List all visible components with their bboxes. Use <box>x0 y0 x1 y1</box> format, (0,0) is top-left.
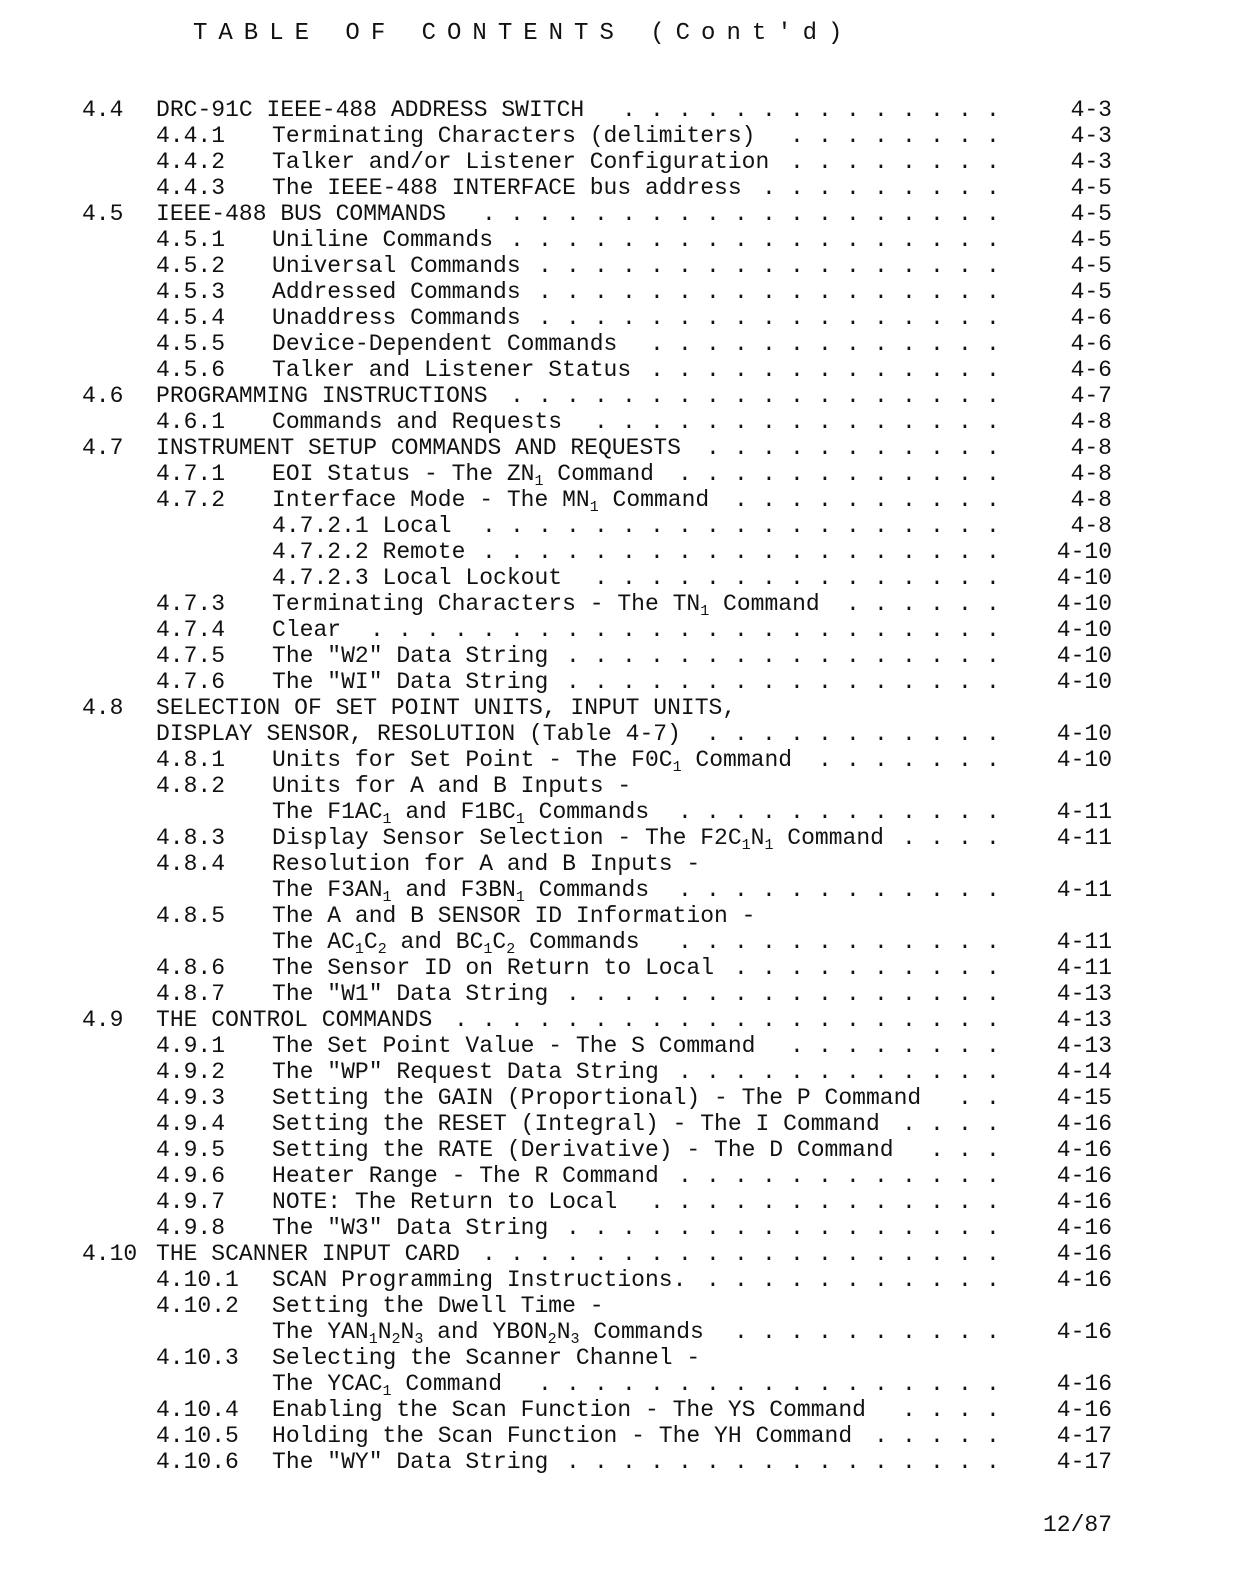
toc-section-title: The "W3" Data String <box>272 1215 549 1241</box>
toc-section-title: IEEE-488 BUS COMMANDS <box>156 201 447 227</box>
toc-section-number: 4.10.5 <box>156 1423 239 1449</box>
toc-dot-leader: .. <box>958 1085 1015 1111</box>
toc-section-title: The "WP" Request Data String <box>272 1059 659 1085</box>
toc-page-number: 4-10 <box>1056 747 1112 773</box>
toc-section-title: PROGRAMMING INSTRUCTIONS <box>156 383 488 409</box>
toc-section-title: Setting the RATE (Derivative) - The D Command <box>272 1137 894 1163</box>
toc-section-title: Holding the Scan Function - The YH Command <box>272 1423 853 1449</box>
toc-page-number: 4-10 <box>1056 643 1112 669</box>
toc-section-number: 4.9.7 <box>156 1189 226 1215</box>
toc-page-number: 4-8 <box>1070 461 1112 487</box>
toc-page-number: 4-8 <box>1070 487 1112 513</box>
page-footer-date: 12/87 <box>1042 1512 1112 1538</box>
toc-entry <box>0 1293 1233 1319</box>
toc-dot-leader: ............ <box>678 877 1015 903</box>
toc-section-number: 4.10.1 <box>156 1267 239 1293</box>
toc-page-number: 4-16 <box>1056 1215 1112 1241</box>
toc-entry <box>0 1085 1233 1111</box>
toc-entry <box>0 747 1233 776</box>
toc-section-number: 4.4.1 <box>156 123 226 149</box>
toc-page-number: 4-11 <box>1056 955 1112 981</box>
toc-section-number: 4.9.5 <box>156 1137 226 1163</box>
toc-entry <box>0 1345 1233 1371</box>
toc-page-number: 4-16 <box>1056 1137 1112 1163</box>
toc-dot-leader: ................ <box>566 1449 1015 1475</box>
toc-dot-leader: .... <box>902 825 1015 851</box>
toc-section-number: 4.9.6 <box>156 1163 226 1189</box>
toc-section-number: 4.8.4 <box>156 851 226 877</box>
toc-dot-leader: ... <box>930 1137 1015 1163</box>
toc-dot-leader: ........ <box>790 149 1015 175</box>
toc-entry <box>0 513 1233 539</box>
toc-page-number: 4-3 <box>1070 97 1112 123</box>
toc-entry <box>0 409 1233 435</box>
toc-page-number: 4-17 <box>1056 1423 1112 1449</box>
toc-entry <box>0 591 1233 620</box>
toc-page-number: 4-11 <box>1056 929 1112 955</box>
toc-entry <box>0 773 1233 799</box>
toc-section-number: 4.10.6 <box>156 1449 239 1475</box>
toc-page-number: 4-5 <box>1070 279 1112 305</box>
toc-section-number: 4.7 <box>82 435 124 461</box>
toc-entry <box>0 227 1233 253</box>
toc-section-number: 4.8.7 <box>156 981 226 1007</box>
toc-dot-leader: ................... <box>482 539 1015 565</box>
toc-dot-leader: .............. <box>622 97 1015 123</box>
toc-page-number: 4-10 <box>1056 617 1112 643</box>
toc-section-title: INSTRUMENT SETUP COMMANDS AND REQUESTS <box>156 435 681 461</box>
toc-section-title: The "W2" Data String <box>272 643 549 669</box>
toc-section-number: 4.8.1 <box>156 747 226 773</box>
toc-page-number: 4-11 <box>1056 825 1112 851</box>
toc-section-title: Interface Mode - The $MN_1$ Command <box>272 487 710 516</box>
toc-section-title: The "W1" Data String <box>272 981 549 1007</box>
toc-section-title: Selecting the Scanner Channel - <box>272 1345 701 1371</box>
toc-section-number: 4.9.1 <box>156 1033 226 1059</box>
toc-page-number: 4-16 <box>1056 1241 1112 1267</box>
toc-dot-leader: ....................... <box>370 617 1015 643</box>
toc-dot-leader: ................ <box>566 643 1015 669</box>
toc-section-title: The "WI" Data String <box>272 669 549 695</box>
toc-entry <box>0 929 1233 958</box>
toc-section-title: Heater Range - The R Command <box>272 1163 659 1189</box>
toc-section-title: Terminating Characters - The $TN_1$ Command <box>272 591 820 620</box>
toc-entry <box>0 981 1233 1007</box>
toc-section-title: Talker and Listener Status <box>272 357 632 383</box>
toc-entry <box>0 825 1233 854</box>
toc-entry <box>0 851 1233 877</box>
toc-entry <box>0 383 1233 409</box>
toc-entry <box>0 175 1233 201</box>
toc-entry <box>0 721 1233 747</box>
toc-section-number: 4.10 <box>82 1241 138 1267</box>
toc-entry <box>0 1449 1233 1475</box>
toc-section-number: 4.8.3 <box>156 825 226 851</box>
toc-entry <box>0 903 1233 929</box>
toc-dot-leader: ............ <box>678 461 1015 487</box>
toc-dot-leader: .......... <box>734 487 1015 513</box>
toc-page-number: 4-16 <box>1056 1371 1112 1397</box>
toc-section-title: 4.7.2.1 Local <box>272 513 452 539</box>
toc-section-number: 4.7.3 <box>156 591 226 617</box>
toc-page-number: 4-16 <box>1056 1111 1112 1137</box>
toc-dot-leader: ........... <box>706 721 1015 747</box>
toc-entry <box>0 123 1233 149</box>
toc-section-title: Setting the RESET (Integral) - The I Command <box>272 1111 880 1137</box>
toc-entry <box>0 331 1233 357</box>
toc-page-number: 4-13 <box>1056 1033 1112 1059</box>
toc-section-number: 4.4.2 <box>156 149 226 175</box>
toc-entry <box>0 539 1233 565</box>
toc-section-number: 4.4 <box>82 97 124 123</box>
toc-page-number: 4-8 <box>1070 513 1112 539</box>
toc-dot-leader: ................... <box>482 201 1015 227</box>
toc-section-number: 4.7.1 <box>156 461 226 487</box>
toc-dot-leader: ............ <box>678 929 1015 955</box>
toc-section-title: Setting the Dwell Time - <box>272 1293 604 1319</box>
toc-section-title: THE SCANNER INPUT CARD <box>156 1241 460 1267</box>
toc-entry <box>0 1241 1233 1267</box>
toc-dot-leader: .......... <box>734 955 1015 981</box>
toc-page-number: 4-10 <box>1056 669 1112 695</box>
toc-page-number: 4-10 <box>1056 721 1112 747</box>
toc-section-title: Display Sensor Selection - The $F2C_1N_1$ Command <box>272 825 884 854</box>
toc-dot-leader: .... <box>902 1111 1015 1137</box>
toc-entry <box>0 357 1233 383</box>
toc-page-number: 4-11 <box>1056 799 1112 825</box>
toc-section-title: EOI Status - The $ZN_1$ Command <box>272 461 654 490</box>
toc-dot-leader: .... <box>902 1397 1015 1423</box>
toc-dot-leader: .................. <box>510 383 1015 409</box>
toc-page-number: 4-16 <box>1056 1163 1112 1189</box>
toc-section-title: The A and B SENSOR ID Information - <box>272 903 756 929</box>
toc-entry <box>0 1189 1233 1215</box>
toc-entry <box>0 435 1233 461</box>
toc-page-number: 4-10 <box>1056 565 1112 591</box>
toc-page-number: 4-16 <box>1056 1397 1112 1423</box>
toc-entry <box>0 253 1233 279</box>
toc-dot-leader: .................... <box>454 1007 1015 1033</box>
toc-dot-leader: ........... <box>706 1267 1015 1293</box>
toc-page-number: 4-10 <box>1056 591 1112 617</box>
toc-dot-leader: .......... <box>734 1319 1015 1345</box>
toc-section-title: The Set Point Value - The S Command <box>272 1033 756 1059</box>
toc-dot-leader: .................. <box>510 227 1015 253</box>
toc-dot-leader: ............... <box>594 409 1015 435</box>
toc-entry <box>0 799 1233 828</box>
toc-entry <box>0 149 1233 175</box>
toc-entry <box>0 955 1233 981</box>
toc-section-title: DISPLAY SENSOR, RESOLUTION (Table 4-7) <box>156 721 681 747</box>
toc-section-title: Units for Set Point - The $F0C_1$ Command <box>272 747 793 776</box>
toc-page-number: 4-5 <box>1070 227 1112 253</box>
toc-page-number: 4-16 <box>1056 1267 1112 1293</box>
toc-dot-leader: ........... <box>706 435 1015 461</box>
toc-page-number: 4-13 <box>1056 1007 1112 1033</box>
toc-dot-leader: ......... <box>762 175 1015 201</box>
toc-entry <box>0 97 1233 123</box>
toc-dot-leader: ................. <box>538 305 1015 331</box>
toc-section-number: 4.7.5 <box>156 643 226 669</box>
toc-section-number: 4.7.2 <box>156 487 226 513</box>
toc-dot-leader: ................ <box>566 669 1015 695</box>
toc-dot-leader: ................. <box>538 279 1015 305</box>
toc-dot-leader: ................... <box>482 1241 1015 1267</box>
toc-section-title: 4.7.2.3 Local Lockout <box>272 565 563 591</box>
toc-page-number: 4-3 <box>1070 149 1112 175</box>
toc-section-title: The $YCAC_1$ Command <box>272 1371 503 1400</box>
toc-entry <box>0 1111 1233 1137</box>
toc-dot-leader: ................ <box>566 981 1015 1007</box>
toc-page-number: 4-6 <box>1070 331 1112 357</box>
toc-section-number: 4.4.3 <box>156 175 226 201</box>
toc-section-number: 4.9.2 <box>156 1059 226 1085</box>
toc-section-number: 4.5.2 <box>156 253 226 279</box>
toc-section-title: SCAN Programming Instructions. <box>272 1267 687 1293</box>
toc-page-number: 4-3 <box>1070 123 1112 149</box>
toc-section-title: Commands and Requests <box>272 409 563 435</box>
toc-section-title: DRC-91C IEEE-488 ADDRESS SWITCH <box>156 97 585 123</box>
toc-section-title: NOTE: The Return to Local <box>272 1189 618 1215</box>
toc-section-title: Device-Dependent Commands <box>272 331 618 357</box>
toc-section-title: Enabling the Scan Function - The YS Command <box>272 1397 866 1423</box>
toc-section-title: The $F1AC_1$ and $F1BC_1$ Commands <box>272 799 650 828</box>
toc-section-number: 4.9.4 <box>156 1111 226 1137</box>
toc-entry <box>0 279 1233 305</box>
toc-page-number: 4-10 <box>1056 539 1112 565</box>
toc-section-number: 4.7.6 <box>156 669 226 695</box>
toc-page-number: 4-16 <box>1056 1319 1112 1345</box>
toc-section-title: The $YAN_1N_2N_3$ and $YBON_2N_3$ Commands <box>272 1319 704 1348</box>
toc-section-number: 4.5.5 <box>156 331 226 357</box>
toc-page-number: 4-5 <box>1070 201 1112 227</box>
toc-section-number: 4.7.4 <box>156 617 226 643</box>
toc-section-number: 4.5.1 <box>156 227 226 253</box>
toc-section-title: Universal Commands <box>272 253 521 279</box>
toc-dot-leader: ............ <box>678 1059 1015 1085</box>
page-title: TABLE OF CONTENTS (Cont'd) <box>193 20 854 47</box>
toc-entry <box>0 877 1233 906</box>
toc-dot-leader: ............. <box>650 357 1015 383</box>
toc-entry <box>0 1423 1233 1449</box>
toc-entry <box>0 1137 1233 1163</box>
toc-page-number: 4-17 <box>1056 1449 1112 1475</box>
toc-section-title: Addressed Commands <box>272 279 521 305</box>
toc-entry <box>0 669 1233 695</box>
toc-entry <box>0 617 1233 643</box>
toc-section-title: Uniline Commands <box>272 227 493 253</box>
toc-dot-leader: ...... <box>846 591 1015 617</box>
toc-section-number: 4.8.5 <box>156 903 226 929</box>
toc-section-number: 4.8 <box>82 695 124 721</box>
toc-entry <box>0 643 1233 669</box>
toc-entry <box>0 487 1233 516</box>
toc-section-number: 4.9.8 <box>156 1215 226 1241</box>
toc-section-title: The $F3AN_1$ and $F3BN_1$ Commands <box>272 877 650 906</box>
toc-dot-leader: ..... <box>874 1423 1015 1449</box>
toc-page-number: 4-8 <box>1070 435 1112 461</box>
toc-section-title: The IEEE-488 INTERFACE bus address <box>272 175 742 201</box>
toc-entry <box>0 1319 1233 1348</box>
toc-section-number: 4.6 <box>82 383 124 409</box>
toc-page-number: 4-7 <box>1070 383 1112 409</box>
toc-entry <box>0 1371 1233 1400</box>
toc-section-number: 4.5.6 <box>156 357 226 383</box>
toc-entry <box>0 1215 1233 1241</box>
toc-dot-leader: ................. <box>538 1371 1015 1397</box>
toc-section-title: The $AC_1C_2$ and $BC_1C_2$ Commands <box>272 929 640 958</box>
toc-page-number: 4-8 <box>1070 409 1112 435</box>
toc-section-title: Setting the GAIN (Proportional) - The P Command <box>272 1085 922 1111</box>
toc-section-title: Talker and/or Listener Configuration <box>272 149 770 175</box>
toc-page-number: 4-5 <box>1070 253 1112 279</box>
toc-section-title: The Sensor ID on Return to Local <box>272 955 714 981</box>
toc-section-title: SELECTION OF SET POINT UNITS, INPUT UNITS, <box>156 695 737 721</box>
toc-section-number: 4.8.6 <box>156 955 226 981</box>
toc-section-number: 4.5 <box>82 201 124 227</box>
toc-section-number: 4.9 <box>82 1007 124 1033</box>
toc-dot-leader: ....... <box>818 747 1015 773</box>
toc-page-number: 4-6 <box>1070 305 1112 331</box>
toc-section-title: Resolution for A and B Inputs - <box>272 851 701 877</box>
toc-dot-leader: ............. <box>650 1189 1015 1215</box>
toc-entry <box>0 565 1233 591</box>
toc-section-number: 4.8.2 <box>156 773 226 799</box>
toc-dot-leader: ................ <box>566 1215 1015 1241</box>
toc-dot-leader: ........ <box>790 1033 1015 1059</box>
toc-section-title: Units for A and B Inputs - <box>272 773 632 799</box>
toc-section-number: 4.5.4 <box>156 305 226 331</box>
toc-dot-leader: ................. <box>538 253 1015 279</box>
toc-section-title: THE CONTROL COMMANDS <box>156 1007 433 1033</box>
toc-page-number: 4-5 <box>1070 175 1112 201</box>
toc-section-number: 4.5.3 <box>156 279 226 305</box>
toc-entry <box>0 1267 1233 1293</box>
toc-entry <box>0 695 1233 721</box>
toc-entry <box>0 1163 1233 1189</box>
toc-section-number: 4.10.2 <box>156 1293 239 1319</box>
toc-page-number: 4-13 <box>1056 981 1112 1007</box>
toc-page-number: 4-11 <box>1056 877 1112 903</box>
toc-entry <box>0 201 1233 227</box>
toc-page-number: 4-14 <box>1056 1059 1112 1085</box>
toc-section-number: 4.6.1 <box>156 409 226 435</box>
toc-section-title: Clear <box>272 617 342 643</box>
toc-page-number: 4-15 <box>1056 1085 1112 1111</box>
table-of-contents <box>0 97 1233 1475</box>
toc-page-number: 4-6 <box>1070 357 1112 383</box>
toc-section-number: 4.9.3 <box>156 1085 226 1111</box>
toc-section-title: The "WY" Data String <box>272 1449 549 1475</box>
toc-section-title: 4.7.2.2 Remote <box>272 539 466 565</box>
toc-dot-leader: ............. <box>650 331 1015 357</box>
toc-section-title: Unaddress Commands <box>272 305 521 331</box>
toc-entry <box>0 461 1233 490</box>
toc-entry <box>0 1397 1233 1423</box>
toc-dot-leader: ............ <box>678 1163 1015 1189</box>
toc-dot-leader: ................... <box>482 513 1015 539</box>
toc-section-number: 4.10.4 <box>156 1397 239 1423</box>
toc-entry <box>0 1007 1233 1033</box>
toc-section-title: Terminating Characters (delimiters) <box>272 123 756 149</box>
toc-dot-leader: ............... <box>594 565 1015 591</box>
toc-entry <box>0 1059 1233 1085</box>
toc-dot-leader: ........ <box>790 123 1015 149</box>
toc-page-number: 4-16 <box>1056 1189 1112 1215</box>
toc-section-number: 4.10.3 <box>156 1345 239 1371</box>
toc-dot-leader: ............ <box>678 799 1015 825</box>
toc-entry <box>0 1033 1233 1059</box>
toc-entry <box>0 305 1233 331</box>
